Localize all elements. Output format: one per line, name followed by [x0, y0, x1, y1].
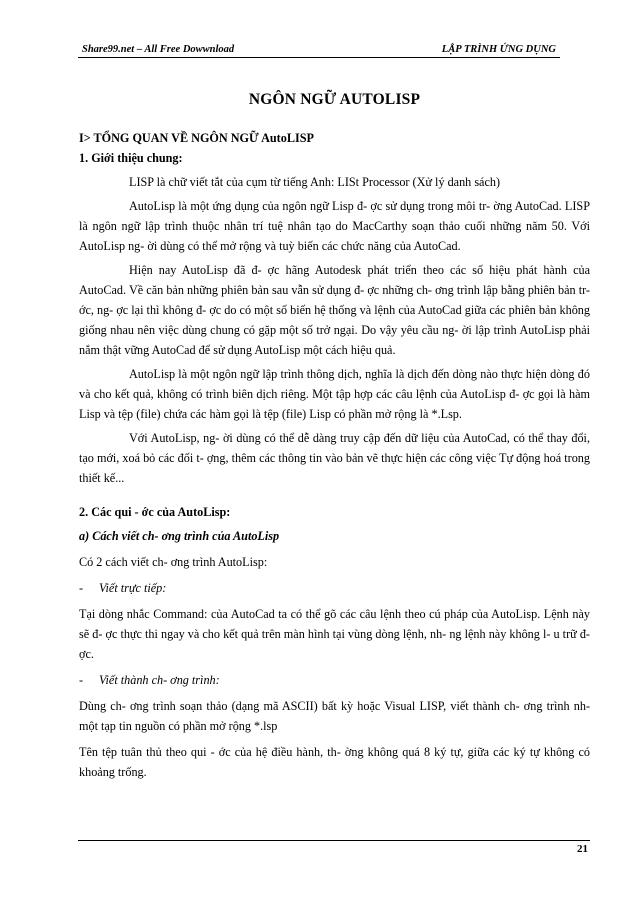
page-title: NGÔN NGỮ AUTOLISP: [248, 91, 421, 108]
bullet-program-writing: [79, 670, 590, 690]
paragraph-autolisp-versions: Hiện nay AutoLisp đã đ- ợc hãng Autodesk phát triển theo các số hiệu phát hành của AutoCad. Về căn bản những phiên bản sau vẫn sử dụng đ- ợc những ch- ơng trình lập bằng phiên bản tr- ớc, ng- ợc lại thì không đ- ợc do có một số biến hệ thống và lệnh của AutoCad giữa các phiên bản không giống nhau nên việc dùng chung có gặp một số trở ngại. Do vậy yêu cầu ng- ời lập trình AutoLisp phải nắm thật vững AutoCad để sử dụng AutoLisp một cách hiệu quả.: [79, 263, 590, 357]
page-number: 21: [577, 843, 588, 855]
paragraph-autolisp-interpreted: AutoLisp là một ngôn ngữ lập trình thông dịch, nghĩa là dịch đến dòng nào thực hiện dòng đó và cho kết quả, không có trình biên dịch riêng. Một tập hợp các câu lệnh của AutoLisp đ- ợc gọi là hàm Lisp và tệp (file) chứa các hàm gọi là tệp (file) Lisp có phần mở rộng là *.Lsp.: [79, 367, 590, 421]
paragraph-lisp-definition: LISP là chữ viết tắt của cụm từ tiếng Anh: LISt Processor (Xử lý danh sách): [129, 175, 501, 189]
bullet-dash: -: [79, 581, 84, 595]
bullet-direct-label: Viết trực tiếp:: [99, 581, 167, 595]
paragraph-direct-writing: Tại dòng nhắc Command: của AutoCad ta có thể gõ các câu lệnh theo cú pháp của AutoLisp. Lệnh này sẽ đ- ợc thực thi ngay và cho kết quả trên màn hình tại vùng dòng lệnh, nh- ng lệnh này không l- u trữ đ- ợc.: [79, 607, 590, 661]
paragraph-file-naming: Tên tệp tuân thủ theo qui - ớc của hệ điều hành, th- ờng không quá 8 ký tự, giữa các ký tự không có khoảng trống.: [79, 745, 590, 779]
spacer: [79, 492, 590, 502]
header-chapter: LẬP TRÌNH ỨNG DỤNG: [441, 44, 556, 55]
page-header: [78, 40, 560, 58]
section-heading-overview: I> TỔNG QUAN VỀ NGÔN NGỮ AutoLISP: [79, 131, 314, 145]
bullet-dash: -: [79, 673, 84, 687]
bullet-direct-writing: [79, 578, 590, 598]
bullet-program-label: Viết thành ch- ơng trình:: [99, 673, 220, 687]
paragraph-program-writing: Dùng ch- ơng trình soạn thảo (dạng mã ASCII) bất kỳ hoặc Visual LISP, viết thành ch- ơng trình nh- một tạp tin nguồn có phần mở rộng *.lsp: [79, 699, 590, 733]
section-heading-conventions: 2. Các qui - ớc của AutoLisp:: [79, 505, 231, 519]
subsection-heading-writing: a) Cách viết ch- ơng trình của AutoLisp: [79, 529, 280, 543]
header-source: Share99.net – All Free Dowwnload: [82, 44, 235, 55]
paragraph-autolisp-access: Với AutoLisp, ng- ời dùng có thể dễ dàng truy cập đến dữ liệu của AutoCad, có thể thay đổi, tạo mới, xoá bỏ các đối t- ợng, thêm các thông tin vào bản vẽ thực hiện các công việc Tự động hoá trong thiết kế...: [79, 431, 590, 485]
subsection-heading-intro: 1. Giới thiệu chung:: [79, 151, 183, 165]
paragraph-two-ways: Có 2 cách viết ch- ơng trình AutoLisp:: [79, 555, 268, 569]
page-content: [79, 76, 590, 788]
paragraph-autolisp-app: AutoLisp là một ứng dụng của ngôn ngữ Lisp đ- ợc sử dụng trong môi tr- ờng AutoCad. LISP là ngôn ngữ lập trình thuộc nhân trí tuệ nhân tạo do MacCarthy soạn thảo cuối những năm 50. Với AutoLisp ng- ời dùng có thể mở rộng và tuỳ biến các chức năng của AutoCad.: [79, 199, 590, 253]
footer-rule: [78, 840, 590, 841]
